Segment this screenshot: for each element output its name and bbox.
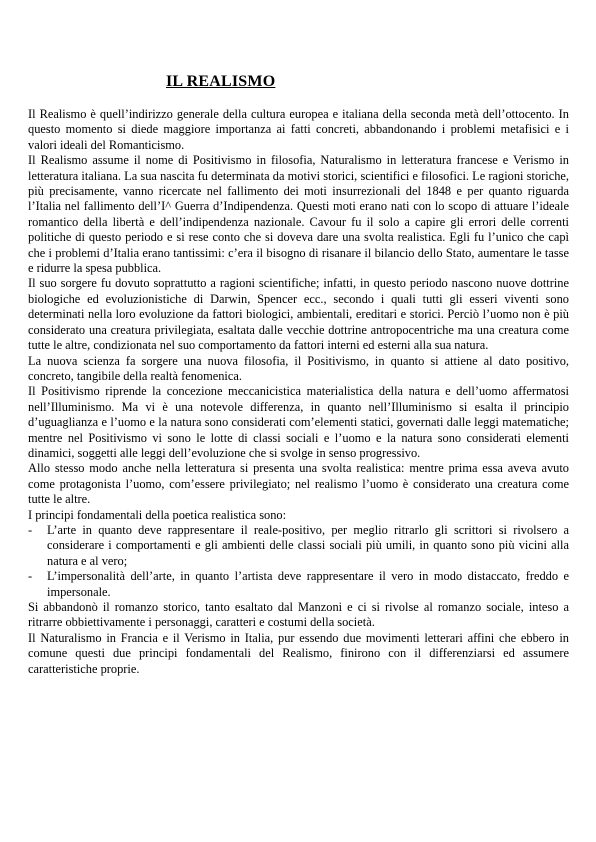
list-item-text: L’impersonalità dell’arte, in quanto l’artista deve rappresentare il vero in modo distaccato, freddo e impersonale. <box>47 569 569 599</box>
principles-list <box>28 523 569 600</box>
paragraph-principles-intro: I principi fondamentali della poetica realistica sono: <box>28 507 287 522</box>
document-title: IL REALISMO <box>166 73 276 90</box>
list-dash: - <box>28 569 33 584</box>
list-item-text: L’arte in quanto deve rappresentare il reale-positivo, per meglio ritrarlo gli scrittori si rivolsero a considerare i comportamenti e gli ambienti delle classi sociali più umili, in quanto sono più vicini alla natura e al vero; <box>47 522 569 568</box>
list-item <box>28 569 569 600</box>
list-dash: - <box>28 522 33 537</box>
list-item <box>28 523 569 569</box>
paragraph-social-novel: Si abbandonò il romanzo storico, tanto esaltato dal Manzoni e ci si rivolse al romanzo sociale, inteso a ritrarre obbiettivamente i personaggi, caratteri e costumi della società. <box>28 600 569 630</box>
paragraph-naturalism-verismo: Il Naturalismo in Francia e il Verismo in Italia, pur essendo due movimenti letterari affini che ebbero in comune questi due principi fondamentali del Realismo, finirono con il differenziarsi ed assumere caratteristiche proprie. <box>28 630 569 676</box>
paragraph-new-science: La nuova scienza fa sorgere una nuova filosofia, il Positivismo, in quanto si attiene al dato positivo, concreto, tangibile della realtà fenomenica. <box>28 353 569 383</box>
paragraph-scientific-reasons: Il suo sorgere fu dovuto soprattutto a ragioni scientifiche; infatti, in questo periodo nascono nuove dottrine biologiche ed evoluzionistiche di Darwin, Spencer ecc., secondo i quali tutti gli esseri viventi sono determinati nella loro evoluzione da fattori biologici, ambientali, ereditari e storici. Perciò l’uomo non è più considerato una creatura privilegiata, esaltata dalle vecchie dottrine antropocentriche ma una creatura come tutte le altre, condizionata nel suo comportamento da fattori interni ed esterni alla sua natura. <box>28 276 569 353</box>
document-page <box>28 72 569 677</box>
paragraph-positivism-naming: Il Realismo assume il nome di Positivismo in filosofia, Naturalismo in letteratura francese e Verismo in letteratura italiana. La sua nascita fu determinata da motivi storici, scientifici e filosofici. Le ragioni storiche, più precisamente, vanno ricercate nel fallimento dei moti insurrezionali del 1848 e per quanto riguarda l’Italia nel fallimento dell’I^ Guerra d’Indipendenza. Questi moti erano nati con lo scopo di attuare l’ideale romantico della libertà e dell’indipendenza nazionale. Cavour fu il solo a capire gli errori delle correnti politiche di questo periodo e si rese conto che si doveva dare una svolta realistica. Egli fu l’unico che capì che i problemi d’Italia erano tantissimi: c’era il bisogno di risanare il bilancio dello Stato, aumentare le tasse e ridurre la spesa pubblica. <box>28 153 569 276</box>
paragraph-literature-turn: Allo stesso modo anche nella letteratura si presenta una svolta realistica: mentre prima essa aveva avuto come protagonista l’uomo, com’essere privilegiato; nel realismo l’uomo è considerato una creatura come tutte le altre. <box>28 461 569 507</box>
paragraph-positivism-vs-enlightenment: Il Positivismo riprende la concezione meccanicistica materialistica della natura e dell’uomo affermatosi nell’Illuminismo. Ma vi è una notevole differenza, in quanto nell’Illuminismo si esalta il principio d’uguaglianza e l’uomo e la natura sono considerati com’elementi statici, governati dalle leggi matematiche; mentre nel Positivismo vi sono le lotte di classi sociali e l’uomo e la natura sono considerati elementi dinamici, soggetti alle leggi dell’evoluzione che si svolge in senso progressivo. <box>28 384 569 460</box>
paragraph-intro: Il Realismo è quell’indirizzo generale della cultura europea e italiana della seconda metà dell’ottocento. In questo momento si diede maggiore importanza ai fatti concreti, abbandonando i problemi metafisici e i valori ideali del Romanticismo. <box>28 107 569 152</box>
